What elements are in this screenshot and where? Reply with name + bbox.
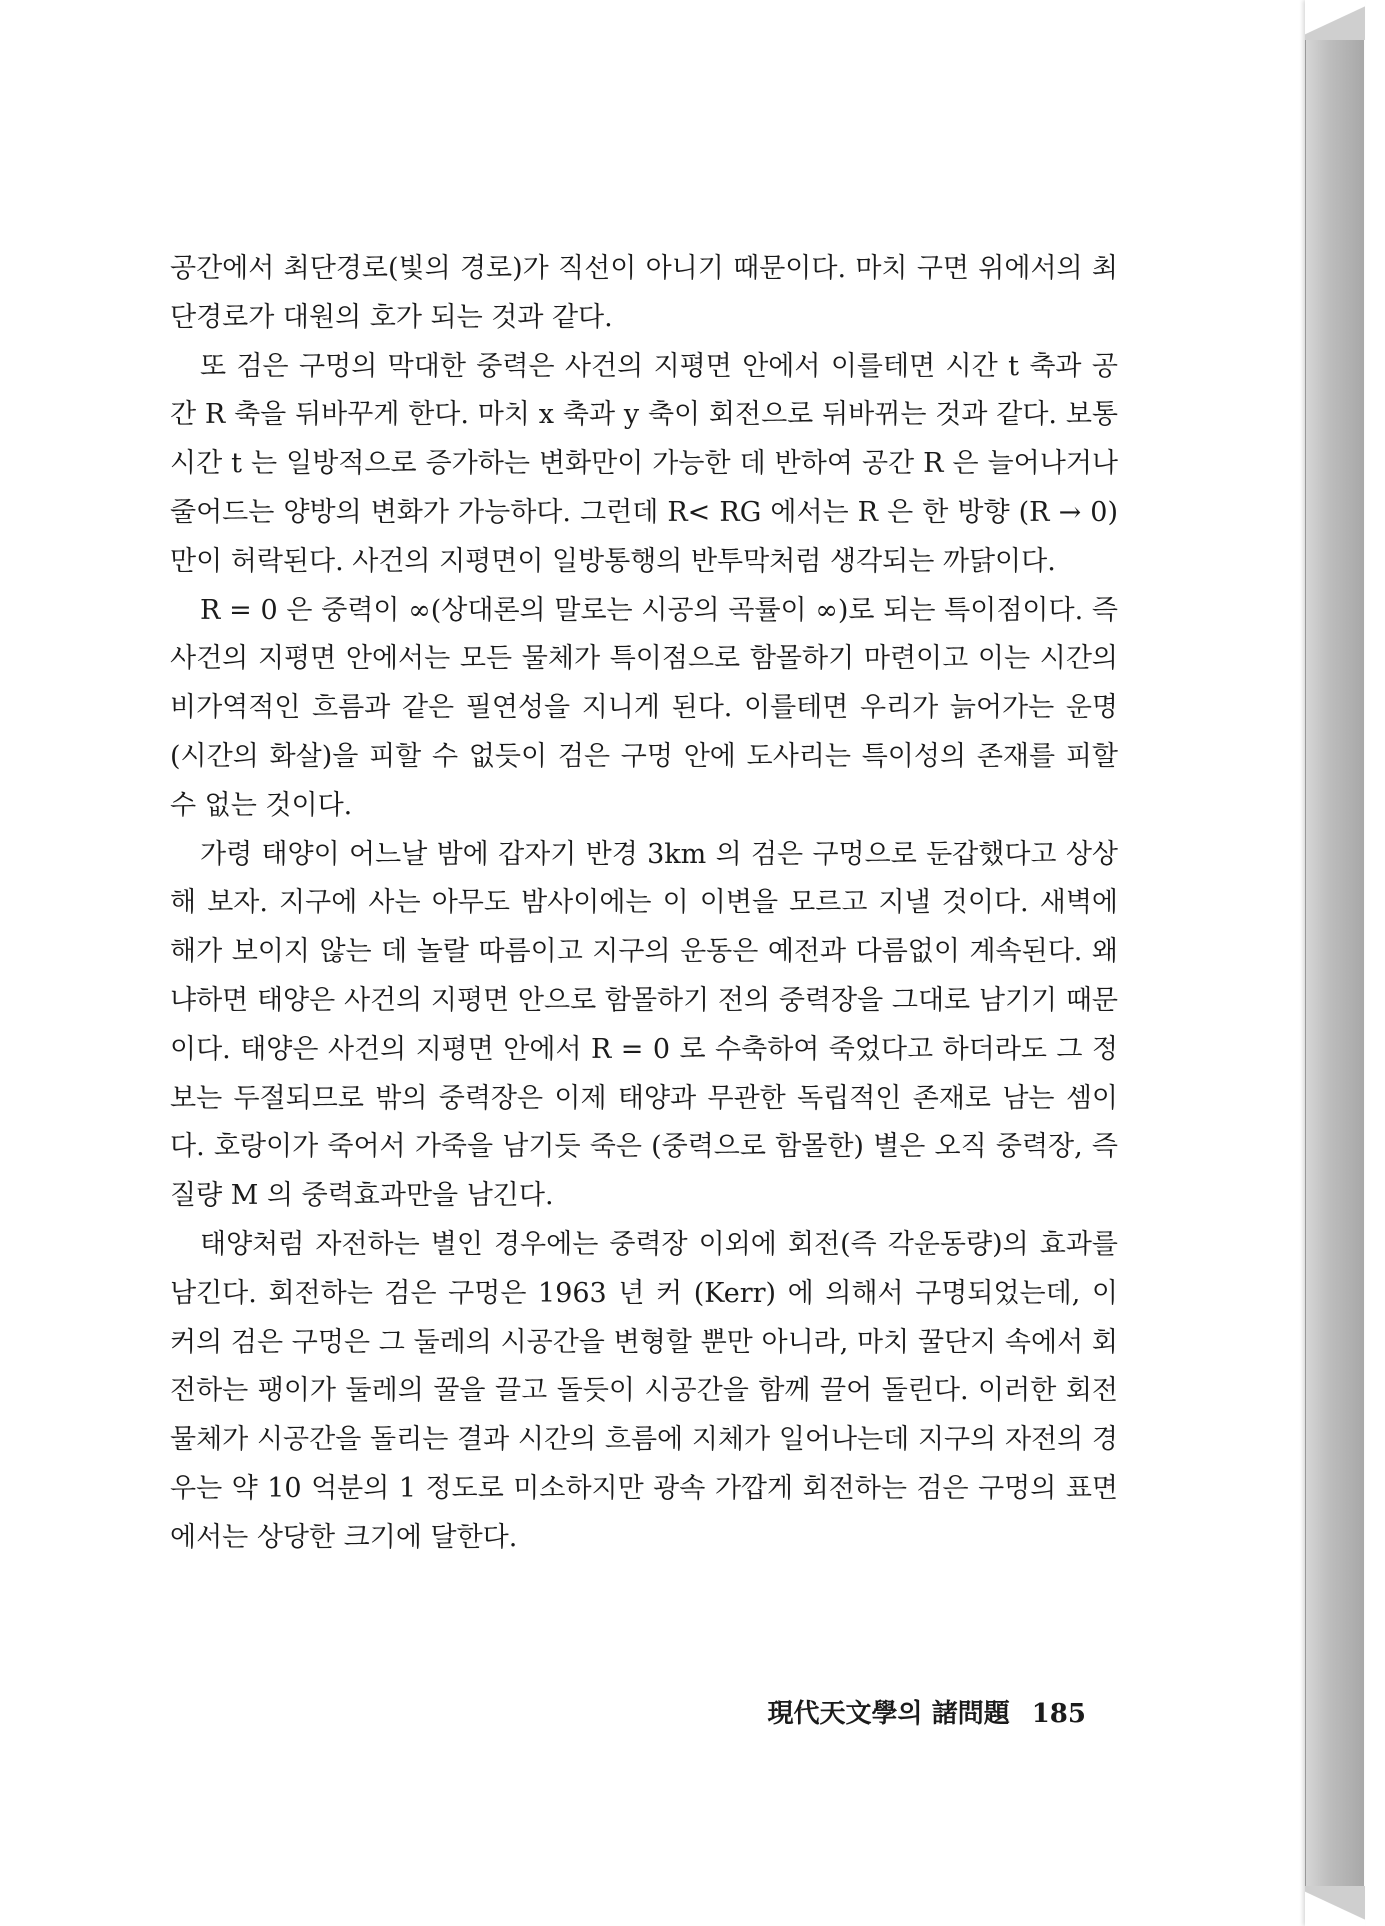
page-number: 185	[1031, 1699, 1086, 1729]
book-title: 現代天文學의 諸問題	[767, 1699, 1010, 1729]
paragraph-4: 가령 태양이 어느날 밤에 갑자기 반경 3km 의 검은 구멍으로 둔갑했다고 상상해 보자. 지구에 사는 아무도 밤사이에는 이 이변을 모르고 지낼 것이다. 새벽에 해가 보이지 않는 데 놀랄 따름이고 지구의 운동은 예전과 다름없이 계속된다. 왜냐하면 태양은 사건의 지평면 안으로 함몰하기 전의 중력장을 그대로 남기기 때문이다. 태양은 사건의 지평면 안에서 R = 0 로 수축하여 죽었다고 하더라도 그 정보는 두절되므로 밖의 중력장은 이제 태양과 무관한 독립적인 존재로 남는 셈이다. 호랑이가 죽어서 가죽을 남기듯 죽은 (중력으로 함몰한) 별은 오직 중력장, 즉 질량 M 의 중력효과만을 남긴다.	[170, 838, 1118, 1212]
paragraph-3: R = 0 은 중력이 ∞(상대론의 말로는 시공의 곡률이 ∞)로 되는 특이점이다. 즉 사건의 지평면 안에서는 모든 물체가 특이점으로 함몰하기 마련이고 이는 시간의 비가역적인 흐름과 같은 필연성을 지니게 된다. 이를테면 우리가 늙어가는 운명(시간의 화살)을 피할 수 없듯이 검은 구멍 안에 도사리는 특이성의 존재를 피할 수 없는 것이다.	[170, 594, 1118, 821]
paragraph-5: 태양처럼 자전하는 별인 경우에는 중력장 이외에 회전(즉 각운동량)의 효과를 남긴다. 회전하는 검은 구멍은 1963 년 커 (Kerr) 에 의해서 구명되었는데, 이 커의 검은 구멍은 그 둘레의 시공간을 변형할 뿐만 아니라, 마치 꿀단지 속에서 회전하는 팽이가 둘레의 꿀을 끌고 돌듯이 시공간을 함께 끌어 돌린다. 이러한 회전 물체가 시공간을 돌리는 결과 시간의 흐름에 지체가 일어나는데 지구의 자전의 경우는 약 10 억분의 1 정도로 미소하지만 광속 가깝게 회전하는 검은 구멍의 표면에서는 상당한 크기에 달한다.	[170, 1228, 1118, 1553]
paragraph-1: 공간에서 최단경로(빛의 경로)가 직선이 아니기 때문이다. 마치 구면 위에서의 최단경로가 대원의 호가 되는 것과 같다.	[170, 253, 1118, 333]
body-text	[170, 245, 1118, 1563]
page-edge	[1305, 0, 1364, 1926]
running-footer	[600, 1693, 1086, 1730]
paragraph-2: 또 검은 구멍의 막대한 중력은 사건의 지평면 안에서 이를테면 시간 t 축과 공간 R 축을 뒤바꾸게 한다. 마치 x 축과 y 축이 회전으로 뒤바뀌는 것과 같다. 보통 시간 t 는 일방적으로 증가하는 변화만이 가능한 데 반하여 공간 R 은 늘어나거나 줄어드는 양방의 변화가 가능하다. 그런데 R< RG 에서는 R 은 한 방향 (R → 0)만이 허락된다. 사건의 지평면이 일방통행의 반투막처럼 생각되는 까닭이다.	[170, 350, 1118, 577]
